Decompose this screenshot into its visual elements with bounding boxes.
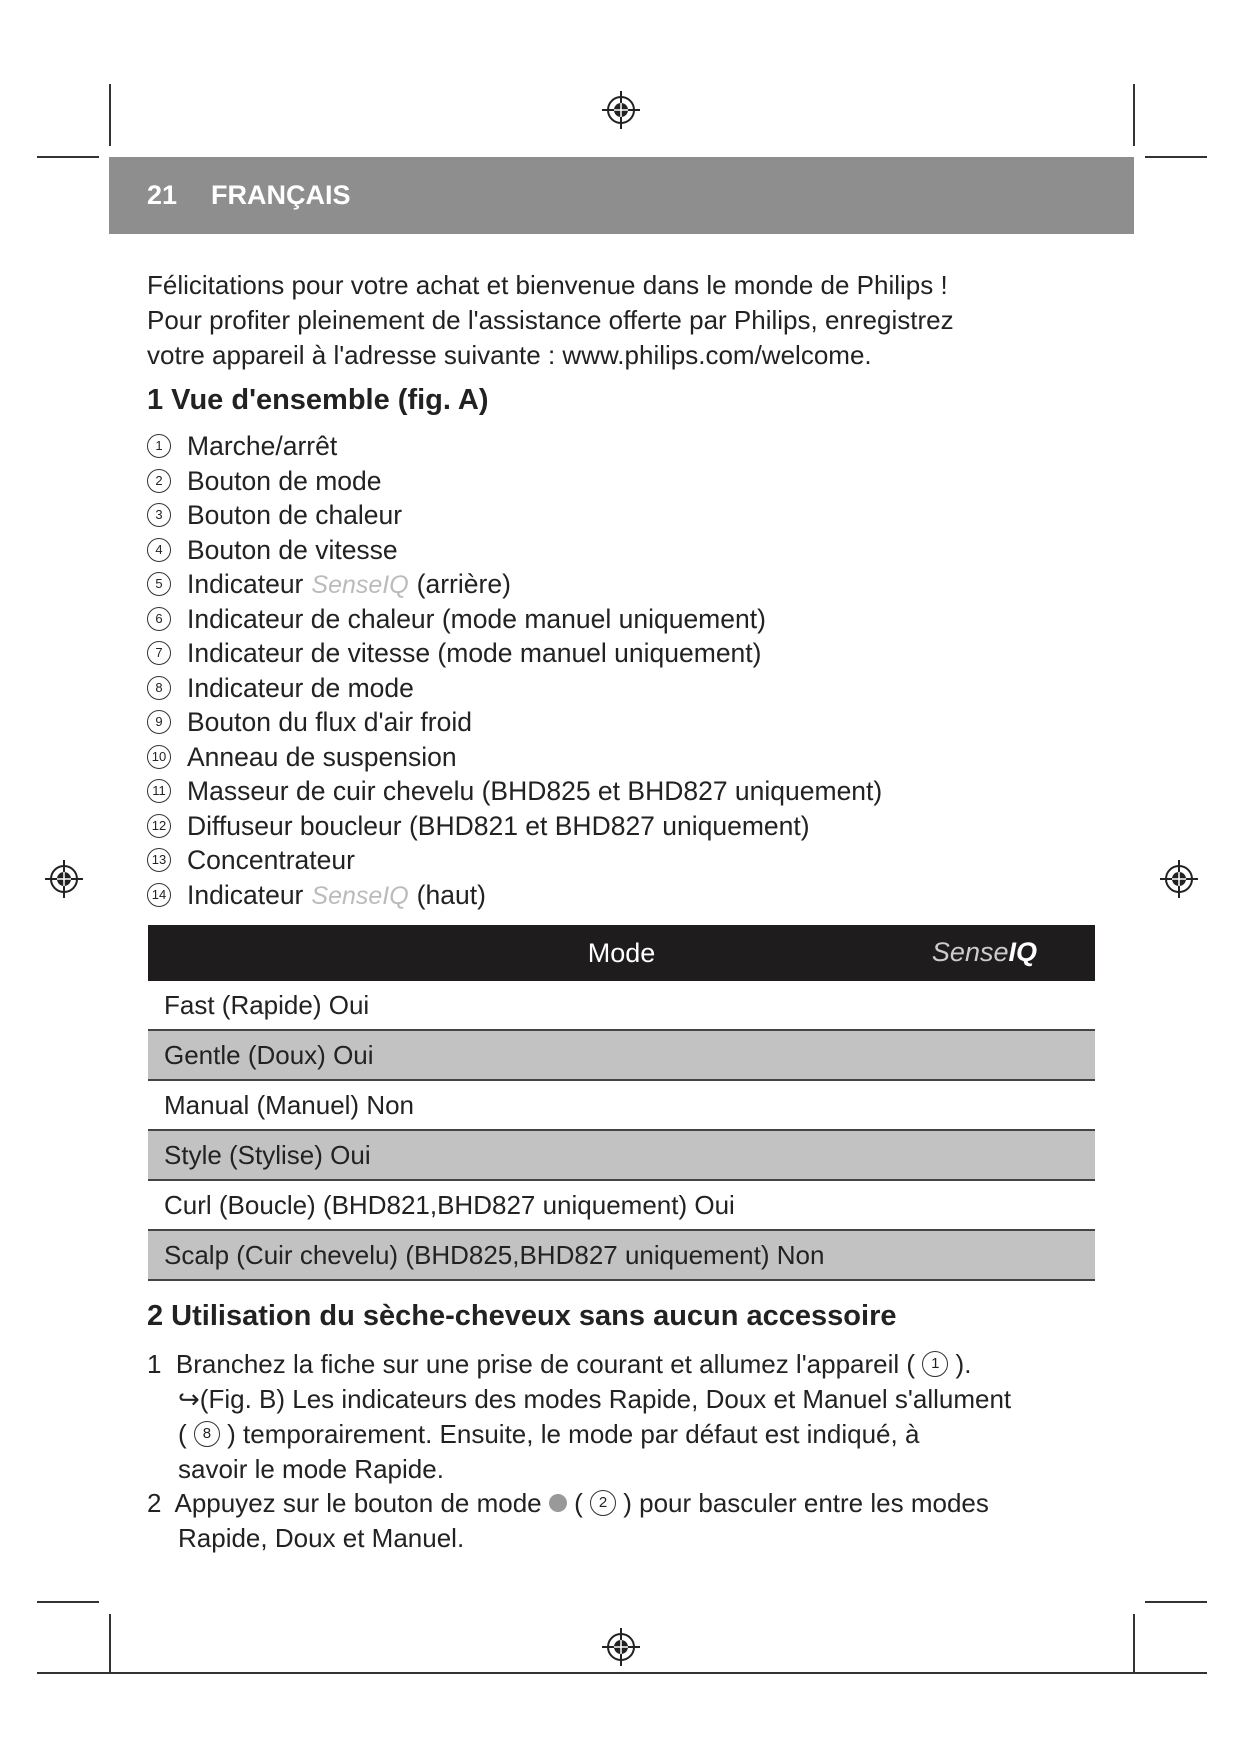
- section-heading: 2 Utilisation du sèche-cheveux sans aucun accessoire: [147, 1300, 897, 1332]
- table-header: [148, 925, 1095, 981]
- item-text: Indicateur de chaleur (mode manuel uniquement): [187, 603, 766, 634]
- intro-paragraph: [147, 268, 1107, 373]
- callout-number: 14: [147, 883, 171, 907]
- item-text: Indicateur: [187, 879, 304, 910]
- page-number: 21: [147, 180, 178, 210]
- registration-target-icon: [1160, 860, 1198, 898]
- senseiq-logo: SenseIQ: [311, 571, 409, 599]
- crop-mark: [37, 156, 99, 158]
- list-item: [147, 843, 355, 877]
- callout-number: 13: [147, 848, 171, 872]
- page-header: [109, 157, 1134, 234]
- callout-number: 1: [147, 434, 171, 458]
- callout-number: 7: [147, 641, 171, 665]
- item-text: Bouton de mode: [187, 465, 382, 496]
- item-text: Bouton de chaleur: [187, 500, 403, 530]
- language-title: FRANÇAIS: [211, 180, 351, 210]
- step-2: 2 Appuyez sur le bouton de mode ( 2 ) pour basculer entre les modes: [147, 1488, 989, 1518]
- item-text: Indicateur de mode: [187, 672, 414, 703]
- crop-mark: [1145, 1601, 1207, 1603]
- list-item: [147, 533, 398, 567]
- item-text: Bouton de vitesse: [187, 534, 398, 565]
- crop-mark: [109, 1614, 111, 1673]
- item-text: Indicateur de vitesse (mode manuel uniquement): [187, 638, 762, 668]
- list-item: [147, 878, 486, 912]
- senseiq-logo: SenseIQ: [311, 881, 409, 910]
- intro-line: Pour profiter pleinement de l'assistance offerte par Philips, enregistrez: [147, 305, 954, 335]
- item-text: Marche/arrêt: [187, 431, 338, 461]
- table-row: Curl (Boucle) (BHD821,BHD827 uniquement) Oui: [148, 1180, 1095, 1230]
- list-item: [147, 464, 381, 498]
- item-text: Diffuseur boucleur (BHD821 et BHD827 uniquement): [187, 810, 810, 841]
- list-item: [147, 636, 762, 670]
- senseiq-logo: SenseIQ: [931, 937, 1037, 967]
- list-item: [147, 498, 402, 532]
- item-text: Bouton du flux d'air froid: [187, 707, 472, 737]
- item-suffix: (haut): [416, 879, 486, 910]
- callout-number: 2: [147, 469, 171, 493]
- registration-target-icon: [602, 1628, 640, 1666]
- callout-number: 6: [147, 607, 171, 631]
- list-item: [147, 705, 472, 739]
- callout-number: 10: [147, 745, 171, 769]
- callout-number: 2: [590, 1490, 616, 1516]
- mode-table: [148, 925, 1095, 1281]
- item-suffix: (arrière): [416, 569, 511, 599]
- callout-number: 8: [147, 676, 171, 700]
- intro-line: Félicitations pour votre achat et bienvenue dans le monde de Philips !: [147, 270, 948, 300]
- registration-target-icon: [45, 860, 83, 898]
- crop-mark: [1145, 156, 1207, 158]
- step-1-result: ↪(Fig. B) Les indicateurs des modes Rapide, Doux et Manuel s'allument: [178, 1384, 1012, 1414]
- callout-number: 11: [147, 779, 171, 803]
- callout-number: 12: [147, 814, 171, 838]
- list-item: [147, 671, 414, 705]
- item-text: Concentrateur: [187, 845, 355, 875]
- list-item: [147, 774, 882, 808]
- step-1-text: savoir le mode Rapide.: [178, 1454, 444, 1484]
- registration-target-icon: [602, 91, 640, 129]
- list-item: [147, 809, 810, 843]
- crop-mark: [37, 1601, 99, 1603]
- result-arrow-icon: ↪: [178, 1384, 200, 1414]
- callout-number: 8: [194, 1421, 220, 1447]
- item-text: Masseur de cuir chevelu (BHD825 et BHD827 uniquement): [187, 776, 883, 806]
- column-header: Mode: [587, 937, 656, 968]
- step-1: 1 Branchez la fiche sur une prise de courant et allumez l'appareil ( 1 ).: [147, 1349, 972, 1379]
- crop-mark: [37, 1672, 1207, 1674]
- table-row: Style (Stylise) Oui: [148, 1130, 1095, 1180]
- callout-number: 1: [922, 1351, 948, 1377]
- crop-mark: [109, 84, 111, 146]
- list-item: [147, 740, 457, 774]
- table-row: Scalp (Cuir chevelu) (BHD825,BHD827 uniquement) Non: [148, 1230, 1095, 1280]
- table-row: Gentle (Doux) Oui: [148, 1030, 1095, 1080]
- list-item: [147, 567, 511, 601]
- callout-number: 5: [147, 572, 171, 596]
- section-heading: 1 Vue d'ensemble (fig. A): [147, 384, 489, 416]
- table-row: Manual (Manuel) Non: [148, 1080, 1095, 1130]
- item-text: Anneau de suspension: [187, 741, 457, 772]
- callout-number: 3: [147, 503, 171, 527]
- crop-mark: [1133, 84, 1135, 146]
- crop-mark: [1133, 1614, 1135, 1673]
- item-text: Indicateur: [187, 569, 304, 599]
- list-item: [147, 602, 766, 636]
- step-1-text: ( 8 ) temporairement. Ensuite, le mode par défaut est indiqué, à: [178, 1419, 920, 1449]
- mode-button-icon: [549, 1494, 567, 1512]
- intro-line: votre appareil à l'adresse suivante : www.philips.com/welcome.: [147, 340, 872, 370]
- list-item: [147, 429, 337, 463]
- table-row: Fast (Rapide) Oui: [148, 981, 1095, 1030]
- callout-number: 9: [147, 710, 171, 734]
- step-2-text: Rapide, Doux et Manuel.: [178, 1523, 465, 1553]
- callout-number: 4: [147, 538, 171, 562]
